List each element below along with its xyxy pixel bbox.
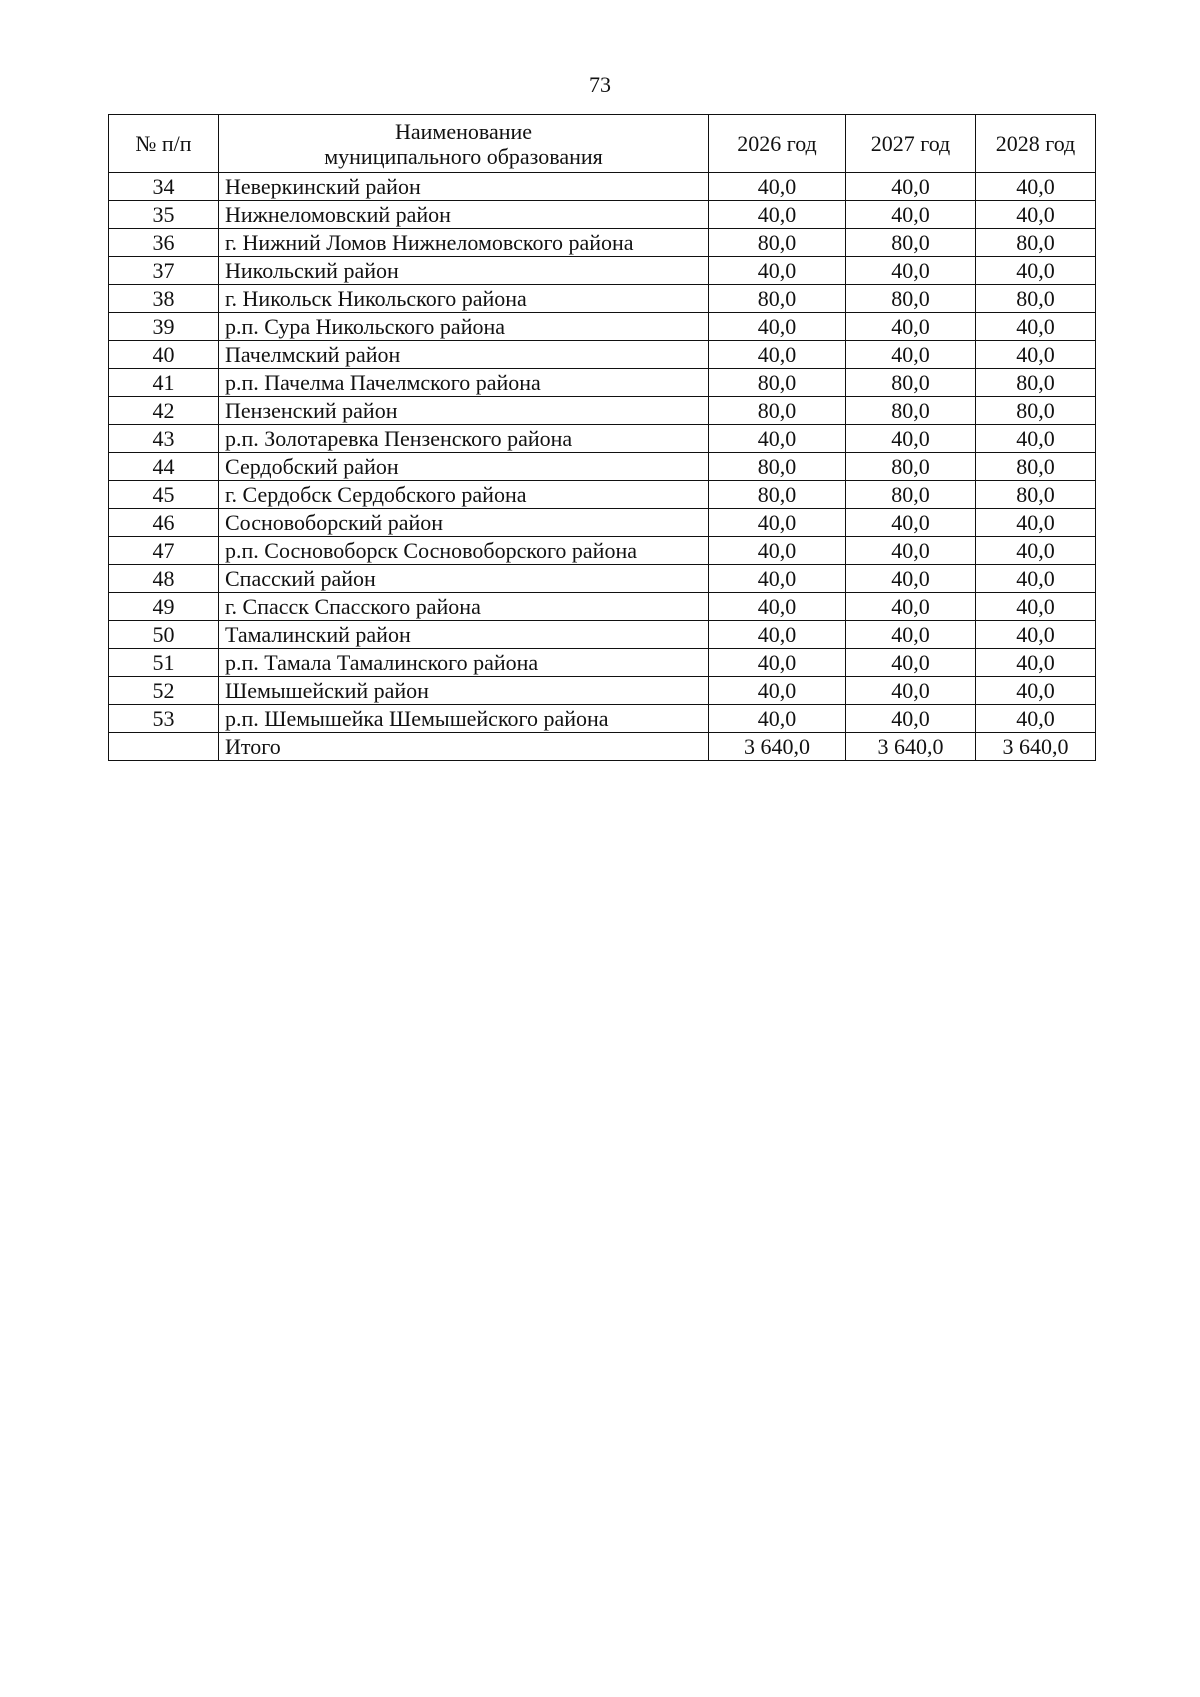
- row-2026: 40,0: [709, 201, 846, 229]
- table-row: [109, 593, 1096, 621]
- table-row: [109, 425, 1096, 453]
- row-2027: 40,0: [846, 173, 976, 201]
- row-2027: 40,0: [846, 201, 976, 229]
- row-name: Шемышейский район: [219, 677, 709, 705]
- row-number: 43: [109, 425, 219, 453]
- row-2028: 40,0: [976, 313, 1096, 341]
- page-number: 73: [589, 72, 611, 97]
- total-2028: 3 640,0: [976, 733, 1096, 761]
- table-row: [109, 677, 1096, 705]
- row-2028: 80,0: [976, 229, 1096, 257]
- row-2028: 40,0: [976, 537, 1096, 565]
- header-name-line2: муниципального образования: [324, 143, 603, 169]
- row-2026: 80,0: [709, 453, 846, 481]
- row-2026: 40,0: [709, 677, 846, 705]
- row-2026: 80,0: [709, 229, 846, 257]
- total-2027: 3 640,0: [846, 733, 976, 761]
- table-row: [109, 201, 1096, 229]
- row-name: Сердобский район: [219, 453, 709, 481]
- row-2026: 40,0: [709, 173, 846, 201]
- row-number: 39: [109, 313, 219, 341]
- table-header-row: [109, 115, 1096, 173]
- row-number: 44: [109, 453, 219, 481]
- row-2027: 40,0: [846, 537, 976, 565]
- row-2028: 40,0: [976, 509, 1096, 537]
- row-2026: 40,0: [709, 593, 846, 621]
- row-name: Пачелмский район: [219, 341, 709, 369]
- row-name: р.п. Сура Никольского района: [219, 313, 709, 341]
- row-2027: 40,0: [846, 509, 976, 537]
- row-2026: 40,0: [709, 509, 846, 537]
- row-2027: 40,0: [846, 425, 976, 453]
- table-row: [109, 369, 1096, 397]
- row-2026: 40,0: [709, 649, 846, 677]
- row-name: г. Нижний Ломов Нижнеломовского района: [219, 229, 709, 257]
- row-2028: 40,0: [976, 425, 1096, 453]
- total-row: [109, 733, 1096, 761]
- row-2026: 40,0: [709, 621, 846, 649]
- row-2026: 40,0: [709, 257, 846, 285]
- allocation-table: [108, 114, 1096, 761]
- table-row: [109, 481, 1096, 509]
- row-name: г. Спасск Спасского района: [219, 593, 709, 621]
- row-number: 34: [109, 173, 219, 201]
- row-2028: 80,0: [976, 369, 1096, 397]
- header-2026: 2026 год: [709, 115, 846, 173]
- header-municipality-name: [219, 115, 709, 173]
- row-name: р.п. Тамала Тамалинского района: [219, 649, 709, 677]
- row-name: Пензенский район: [219, 397, 709, 425]
- row-2028: 40,0: [976, 705, 1096, 733]
- row-2028: 80,0: [976, 481, 1096, 509]
- row-2028: 40,0: [976, 341, 1096, 369]
- row-2026: 40,0: [709, 341, 846, 369]
- row-number: 37: [109, 257, 219, 285]
- row-number: 53: [109, 705, 219, 733]
- row-name: р.п. Пачелма Пачелмского района: [219, 369, 709, 397]
- row-2026: 40,0: [709, 705, 846, 733]
- row-number: 36: [109, 229, 219, 257]
- table-row: [109, 257, 1096, 285]
- table-row: [109, 453, 1096, 481]
- row-2027: 80,0: [846, 453, 976, 481]
- row-2028: 80,0: [976, 397, 1096, 425]
- row-number: 35: [109, 201, 219, 229]
- row-2027: 40,0: [846, 677, 976, 705]
- total-2026: 3 640,0: [709, 733, 846, 761]
- row-2026: 40,0: [709, 313, 846, 341]
- row-2026: 80,0: [709, 481, 846, 509]
- row-2027: 40,0: [846, 621, 976, 649]
- row-number: 41: [109, 369, 219, 397]
- row-2028: 40,0: [976, 201, 1096, 229]
- row-2028: 40,0: [976, 621, 1096, 649]
- row-2027: 40,0: [846, 257, 976, 285]
- row-number: 52: [109, 677, 219, 705]
- row-2026: 80,0: [709, 285, 846, 313]
- row-2028: 80,0: [976, 453, 1096, 481]
- table-row: [109, 397, 1096, 425]
- row-2028: 40,0: [976, 173, 1096, 201]
- table-row: [109, 509, 1096, 537]
- row-2027: 40,0: [846, 649, 976, 677]
- table-row: [109, 229, 1096, 257]
- table-row: [109, 537, 1096, 565]
- total-number: [109, 733, 219, 761]
- row-2027: 80,0: [846, 369, 976, 397]
- row-2028: 40,0: [976, 593, 1096, 621]
- row-2028: 40,0: [976, 257, 1096, 285]
- row-2027: 40,0: [846, 565, 976, 593]
- table-row: [109, 565, 1096, 593]
- row-name: р.п. Сосновоборск Сосновоборского района: [219, 537, 709, 565]
- table-row: [109, 173, 1096, 201]
- row-number: 40: [109, 341, 219, 369]
- row-name: Тамалинский район: [219, 621, 709, 649]
- row-name: Спасский район: [219, 565, 709, 593]
- row-number: 50: [109, 621, 219, 649]
- table-row: [109, 621, 1096, 649]
- header-name-line1: Наименование: [394, 118, 533, 144]
- row-number: 51: [109, 649, 219, 677]
- total-label: Итого: [219, 733, 709, 761]
- row-number: 49: [109, 593, 219, 621]
- row-2027: 80,0: [846, 229, 976, 257]
- row-2026: 80,0: [709, 397, 846, 425]
- row-name: Сосновоборский район: [219, 509, 709, 537]
- row-2026: 40,0: [709, 537, 846, 565]
- row-2028: 40,0: [976, 677, 1096, 705]
- row-2027: 80,0: [846, 397, 976, 425]
- row-2028: 80,0: [976, 285, 1096, 313]
- row-name: р.п. Золотаревка Пензенского района: [219, 425, 709, 453]
- row-2027: 40,0: [846, 341, 976, 369]
- header-number: № п/п: [109, 115, 219, 173]
- row-2027: 40,0: [846, 313, 976, 341]
- row-name: р.п. Шемышейка Шемышейского района: [219, 705, 709, 733]
- row-number: 47: [109, 537, 219, 565]
- row-number: 42: [109, 397, 219, 425]
- table-row: [109, 341, 1096, 369]
- row-number: 46: [109, 509, 219, 537]
- header-2027: 2027 год: [846, 115, 976, 173]
- header-2028: 2028 год: [976, 115, 1096, 173]
- row-2028: 40,0: [976, 649, 1096, 677]
- row-2026: 80,0: [709, 369, 846, 397]
- table-row: [109, 705, 1096, 733]
- row-2027: 80,0: [846, 481, 976, 509]
- row-2027: 40,0: [846, 593, 976, 621]
- row-2026: 40,0: [709, 425, 846, 453]
- row-2028: 40,0: [976, 565, 1096, 593]
- table-row: [109, 313, 1096, 341]
- row-name: г. Никольск Никольского района: [219, 285, 709, 313]
- row-name: Нижнеломовский район: [219, 201, 709, 229]
- row-2027: 80,0: [846, 285, 976, 313]
- table-row: [109, 285, 1096, 313]
- table-row: [109, 649, 1096, 677]
- row-name: г. Сердобск Сердобского района: [219, 481, 709, 509]
- row-2026: 40,0: [709, 565, 846, 593]
- row-number: 45: [109, 481, 219, 509]
- row-number: 48: [109, 565, 219, 593]
- row-name: Никольский район: [219, 257, 709, 285]
- row-number: 38: [109, 285, 219, 313]
- row-name: Неверкинский район: [219, 173, 709, 201]
- row-2027: 40,0: [846, 705, 976, 733]
